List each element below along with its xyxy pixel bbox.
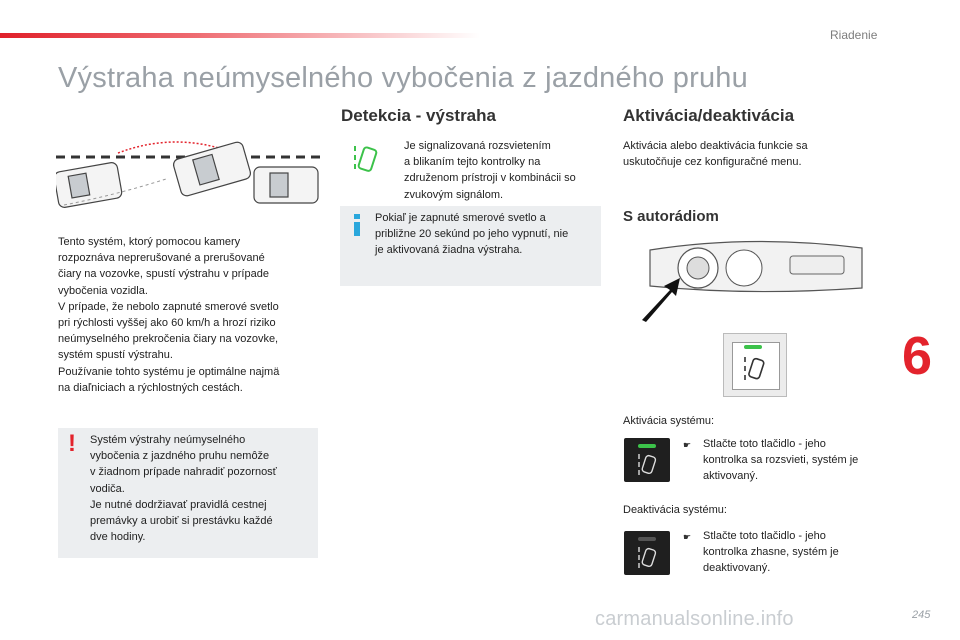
warning-box (58, 428, 318, 558)
detection-heading: Detekcia - výstraha (341, 106, 496, 125)
top-accent-bar (0, 33, 480, 38)
info-box (340, 206, 601, 286)
warning-icon: ! (68, 430, 76, 457)
lane-assist-button-on[interactable] (624, 438, 670, 482)
lane-assist-button-off[interactable] (624, 531, 670, 575)
car-right (254, 167, 318, 203)
warning-text: Systém výstrahy neúmyselného vybočenia z jazdného pruhu nemôže v žiadnom prípade nahradiť pozornosť vodiča. Je nutné dodržiavať pravidlá cestnej premávky a urobiť si prestávku každé dve hodiny. (90, 434, 277, 544)
intro-text: Tento systém, ktorý pomocou kamery rozpoznáva neprerušované a prerušované čiary na vozovke, spustí výstrahu v prípade vybočenia vozidla. V prípade, že nebolo zapnuté smerové svetlo pri rýchlosti vyššej ako 60 km/h a hrozí riziko neúmyselného prekročenia čiary na vozovke, systém spustí výstrahu. Používanie tohto systému je optimálne najmä na diaľniciach a rýchlostných cestách. (58, 236, 280, 394)
info-text: Pokiaľ je zapnuté smerové svetlo a približne 20 sekúnd po jeho vypnutí, nie je aktivovaná žiadna výstraha. (375, 212, 569, 257)
info-icon (352, 214, 362, 236)
radio-subheading: S autorádiom (623, 208, 719, 225)
car-left (56, 162, 123, 209)
button-closeup (723, 333, 787, 397)
deactivation-label: Deaktivácia systému: (623, 504, 727, 516)
activation-intro: Aktivácia alebo deaktivácia funkcie sa uskutočňuje cez konfiguračné menu. (623, 140, 808, 169)
page-number: 245 (912, 609, 931, 621)
activation-step: Stlačte toto tlačidlo - jeho kontrolka sa rozsvieti, systém je aktivovaný. (703, 438, 859, 483)
activation-label: Aktivácia systému: (623, 415, 715, 427)
chapter-number: 6 (902, 326, 933, 386)
step-bullet: ☛ (683, 440, 692, 450)
lane-departure-illustration (56, 135, 324, 215)
section-label: Riadenie (830, 28, 878, 42)
activation-heading: Aktivácia/deaktivácia (623, 106, 795, 125)
car-middle (172, 141, 252, 197)
watermark: carmanualsonline.info (595, 608, 794, 630)
signal-text: Je signalizovaná rozsvietením a blikaním tejto kontrolky na združenom prístroji v kombinácii so zvukovým signálom. (404, 140, 576, 201)
page-title: Výstraha neúmyselného vybočenia z jazdného pruhu (58, 62, 748, 94)
dashboard-illustration (640, 238, 870, 322)
step-bullet: ☛ (683, 532, 692, 542)
deactivation-step: Stlačte toto tlačidlo - jeho kontrolka zhasne, systém je deaktivovaný. (703, 530, 839, 575)
lane-warning-lamp-icon (352, 142, 380, 176)
